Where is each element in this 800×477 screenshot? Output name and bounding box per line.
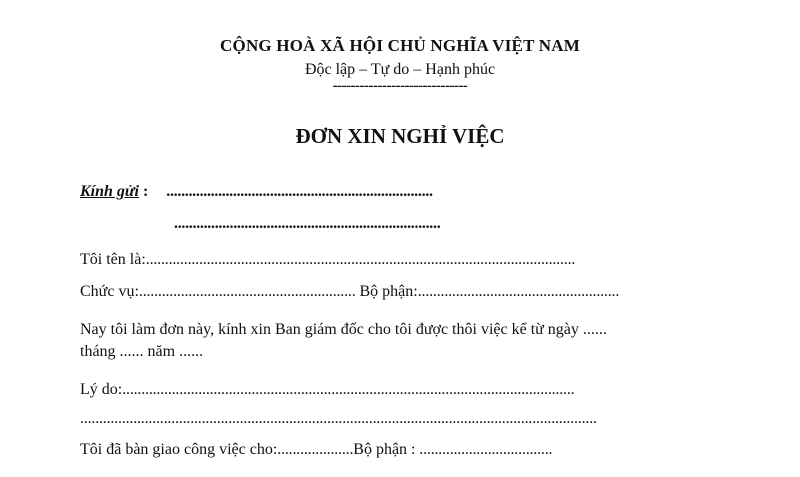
handover-label: Tôi đã bàn giao công việc cho: [80, 441, 278, 458]
handover-department-field[interactable]: ................................... [415, 441, 553, 458]
reason-line-2 [80, 410, 597, 428]
handover-department-label: Bộ phận : [353, 441, 416, 458]
request-line-2 [80, 343, 203, 361]
document-title: ĐƠN XIN NGHỈ VIỆC [295, 124, 505, 148]
position-line [80, 283, 619, 301]
addressee-field-2[interactable]: ........................................................................ [174, 215, 441, 232]
reason-field-2[interactable]: ........................................................................................................................................ [80, 410, 597, 427]
name-line [80, 251, 575, 269]
addressee-colon: : [138, 183, 149, 200]
request-line-1 [80, 321, 607, 339]
addressee-line [80, 183, 433, 201]
reason-field[interactable]: ....................................................................................................................... [122, 381, 575, 398]
national-title: CỘNG HOÀ XÃ HỘI CHỦ NGHĨA VIỆT NAM [220, 36, 580, 55]
position-label: Chức vụ: [80, 283, 139, 300]
reason-label: Lý do: [80, 381, 123, 398]
national-motto: Độc lập – Tự do – Hạnh phúc [304, 61, 496, 78]
position-field[interactable]: ......................................................... [138, 283, 356, 300]
handover-field[interactable]: .................... [277, 441, 354, 458]
addressee-label: Kính gửi [80, 183, 139, 200]
request-text-1: Nay tôi làm đơn này, kính xin Ban giám đốc cho tôi được thôi việc kể từ ngày ...... [80, 321, 607, 338]
department-field[interactable]: ..................................................... [417, 283, 620, 300]
addressee-field-1[interactable]: ........................................................................ [166, 183, 433, 200]
handover-line [80, 441, 552, 459]
name-label: Tôi tên là: [80, 251, 146, 268]
header-separator: ------------------------------ [332, 78, 468, 94]
name-field[interactable]: ................................................................................................................. [145, 251, 576, 268]
request-text-2: tháng ...... năm ...... [80, 343, 204, 360]
addressee-line-2 [174, 215, 440, 233]
department-label: Bộ phận: [359, 283, 418, 300]
reason-line [80, 381, 574, 399]
